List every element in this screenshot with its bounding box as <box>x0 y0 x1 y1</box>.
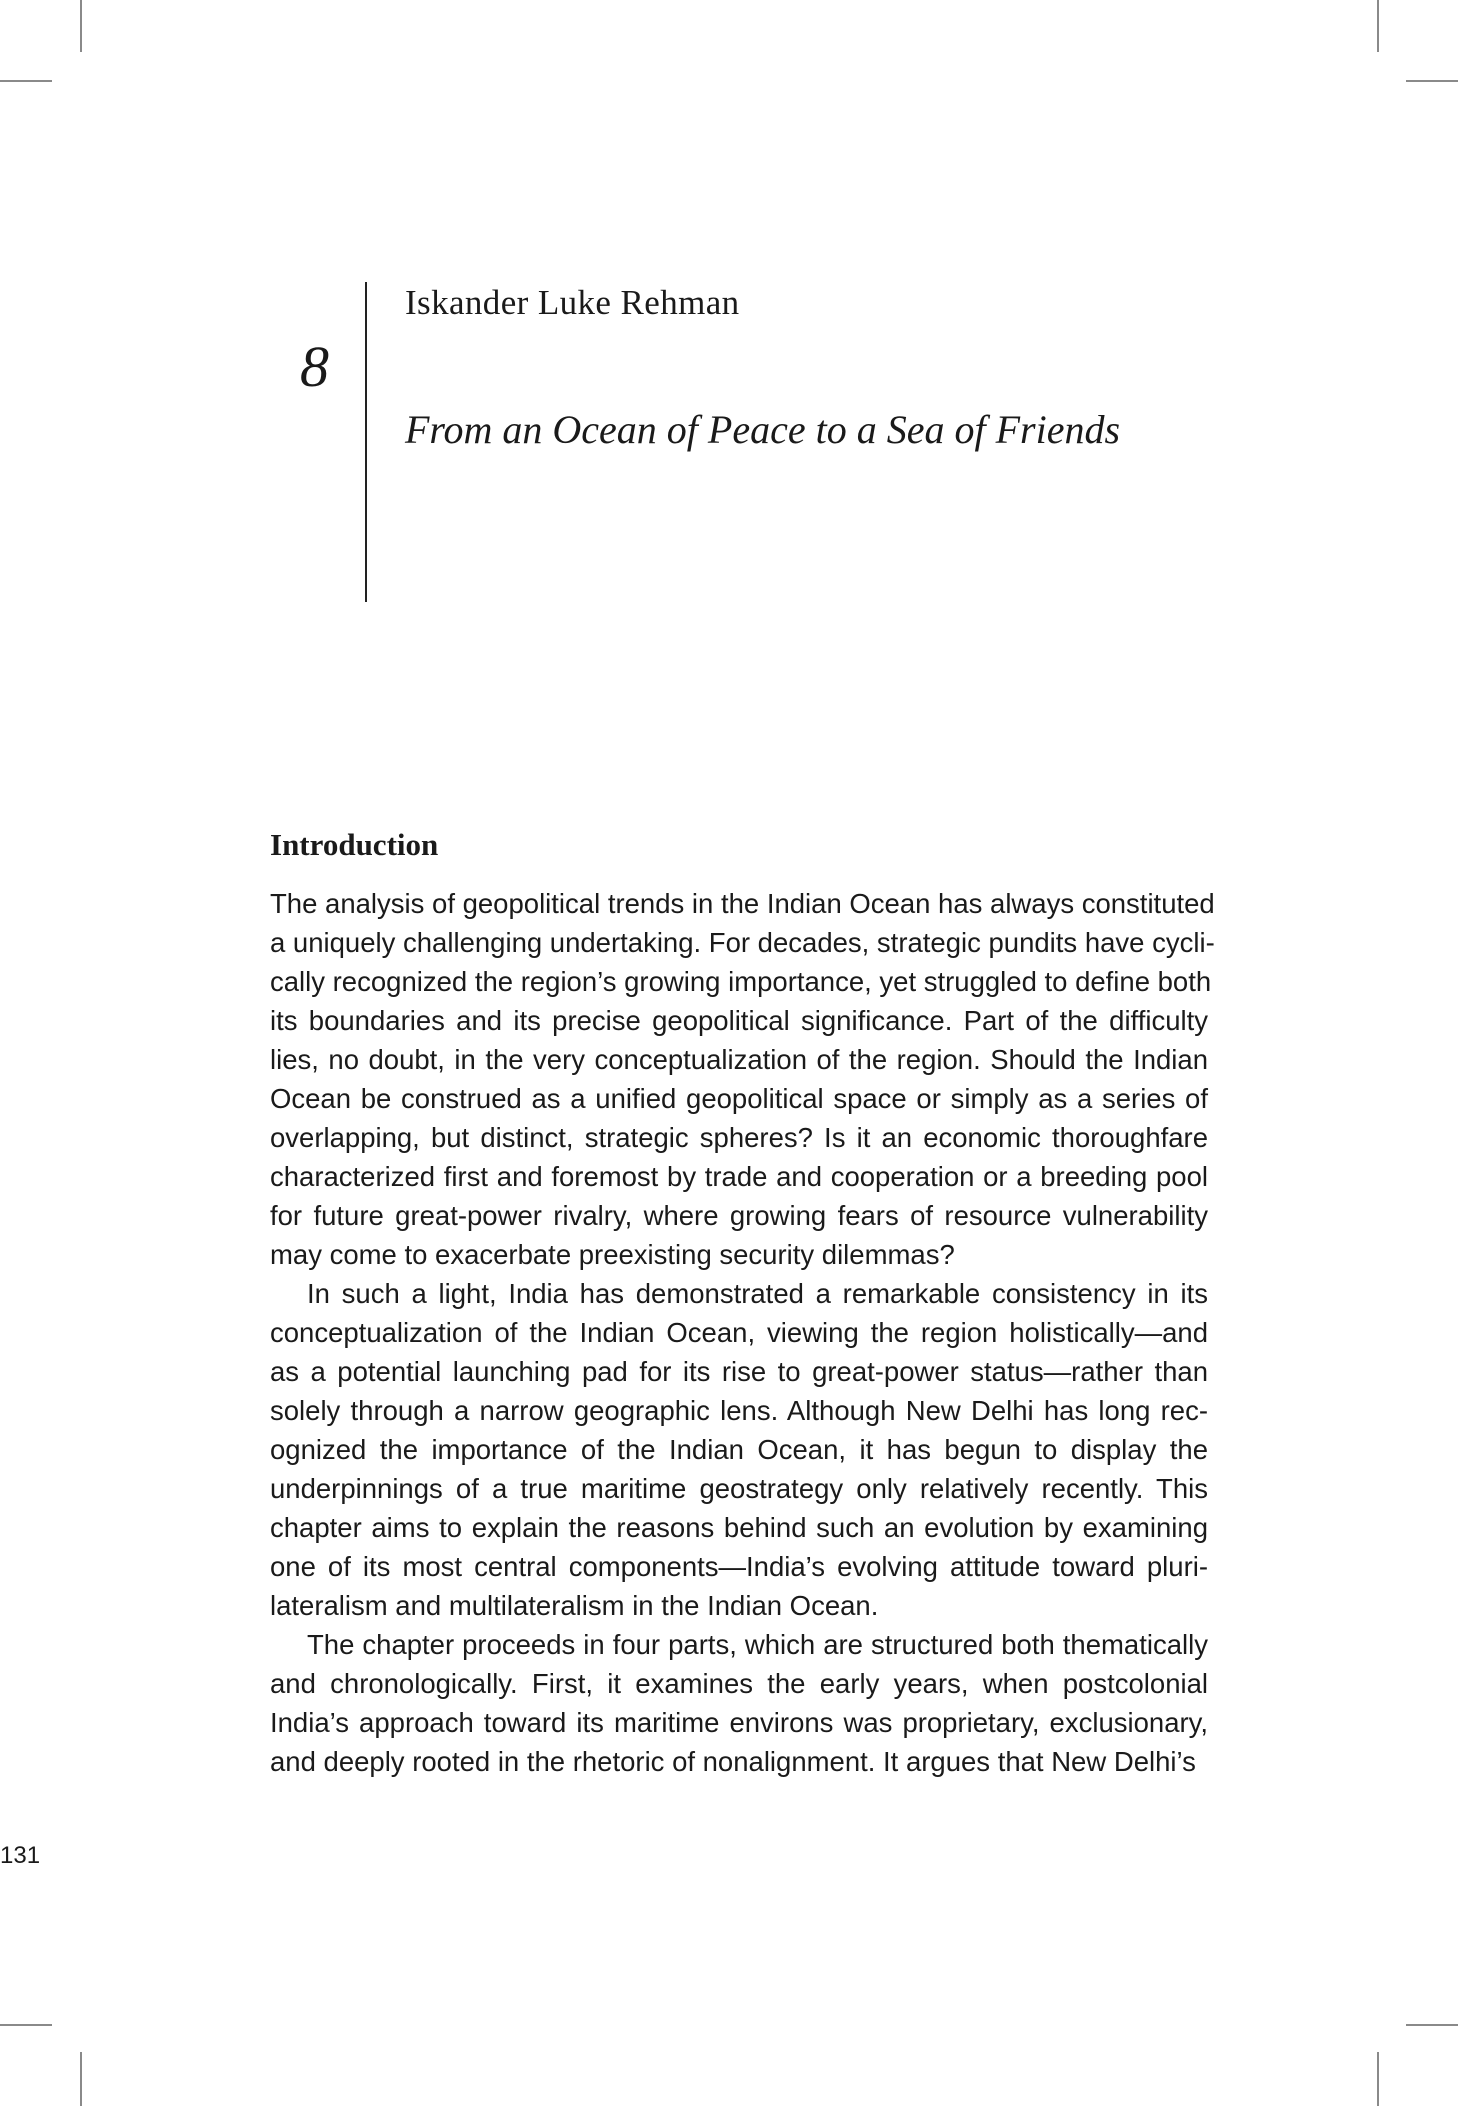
chapter-title: From an Ocean of Peace to a Sea of Friends <box>405 407 1121 452</box>
text-line: characterized first and foremost by trade and cooperation or a breeding pool <box>270 1161 1208 1192</box>
text-line: lateralism and multilateralism in the Indian Ocean. <box>270 1590 879 1621</box>
crop-mark-top-right-vertical <box>1377 0 1379 52</box>
text-line: underpinnings of a true maritime geostrategy only relatively recently. This <box>270 1473 1208 1504</box>
page-number: 131 <box>0 1842 41 1869</box>
crop-mark-bottom-left-vertical <box>80 2052 82 2106</box>
crop-mark-top-left-vertical <box>80 0 82 52</box>
text-line: one of its most central components—India’s evolving attitude toward pluri- <box>270 1551 1208 1582</box>
crop-mark-bottom-right-vertical <box>1377 2052 1379 2106</box>
text-line: as a potential launching pad for its rise to great-power status—rather than <box>270 1356 1208 1387</box>
paragraph-3 <box>270 1625 1208 1781</box>
text-line: The chapter proceeds in four parts, which are structured both thematically <box>307 1629 1208 1660</box>
body-text <box>270 884 1215 1781</box>
text-line: for future great-power rivalry, where growing fears of resource vulnerability <box>270 1200 1208 1231</box>
text-line: and deeply rooted in the rhetoric of nonalignment. It argues that New Delhi’s <box>270 1746 1196 1777</box>
crop-mark-top-left-horizontal <box>0 80 52 82</box>
crop-mark-bottom-left-horizontal <box>0 2024 52 2026</box>
text-line: In such a light, India has demonstrated a remarkable consistency in its <box>307 1278 1208 1309</box>
text-line: and chronologically. First, it examines the early years, when postcolonial <box>270 1668 1208 1699</box>
crop-mark-bottom-right-horizontal <box>1406 2024 1458 2026</box>
text-line: cally recognized the region’s growing importance, yet struggled to define both <box>270 966 1212 997</box>
text-line: overlapping, but distinct, strategic spheres? Is it an economic thoroughfare <box>270 1122 1208 1153</box>
text-line: solely through a narrow geographic lens. Although New Delhi has long rec- <box>270 1395 1208 1426</box>
section-heading: Introduction <box>270 827 439 862</box>
text-line: lies, no doubt, in the very conceptualization of the region. Should the Indian <box>270 1044 1208 1075</box>
text-line: Ocean be construed as a unified geopolitical space or simply as a series of <box>270 1083 1208 1114</box>
text-line: The analysis of geopolitical trends in the Indian Ocean has always constituted <box>270 888 1215 919</box>
text-line: a uniquely challenging undertaking. For decades, strategic pundits have cycli- <box>270 927 1215 958</box>
paragraph-2 <box>270 1274 1208 1625</box>
text-line: India’s approach toward its maritime environs was proprietary, exclusionary, <box>270 1707 1208 1738</box>
crop-mark-top-right-horizontal <box>1406 80 1458 82</box>
chapter-author: Iskander Luke Rehman <box>405 283 740 322</box>
chapter-number: 8 <box>300 334 329 399</box>
text-line: may come to exacerbate preexisting security dilemmas? <box>270 1239 955 1270</box>
text-line: ognized the importance of the Indian Ocean, it has begun to display the <box>270 1434 1208 1465</box>
text-line: chapter aims to explain the reasons behind such an evolution by examining <box>270 1512 1208 1543</box>
text-line: conceptualization of the Indian Ocean, viewing the region holistically—and <box>270 1317 1208 1348</box>
paragraph-1 <box>270 884 1215 1274</box>
text-line: its boundaries and its precise geopolitical significance. Part of the difficulty <box>270 1005 1208 1036</box>
chapter-divider-rule <box>365 282 367 602</box>
